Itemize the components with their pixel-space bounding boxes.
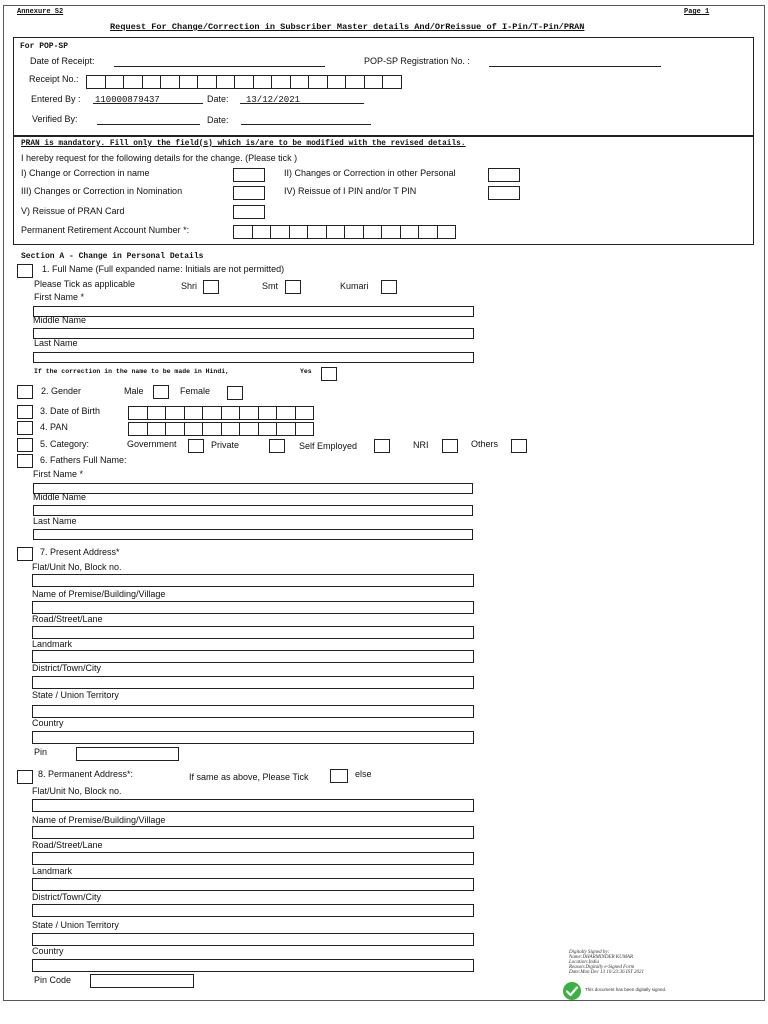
date2-line[interactable]: [241, 124, 371, 125]
father-first-label: First Name *: [33, 469, 84, 479]
option-1-checkbox[interactable]: [233, 168, 265, 182]
pop-sp-heading: For POP-SP: [20, 42, 69, 51]
option-3-label: III) Changes or Correction in Nomination: [21, 186, 183, 196]
present-premise-label: Name of Premise/Building/Village: [32, 589, 166, 599]
option-5-label: V) Reissue of PRAN Card: [21, 206, 125, 216]
page-number: Page 1: [684, 8, 710, 16]
entered-by-label: Entered By :: [31, 94, 81, 104]
permanent-landmark-field[interactable]: [32, 878, 474, 891]
father-middle-field[interactable]: [33, 505, 473, 516]
gender-checkbox[interactable]: [17, 385, 33, 399]
full-name-checkbox[interactable]: [17, 264, 33, 278]
present-state-field[interactable]: [32, 705, 474, 718]
present-district-field[interactable]: [32, 676, 474, 689]
same-as-above-label: If same as above, Please Tick: [189, 772, 309, 782]
full-name-label: 1. Full Name (Full expanded name: Initials are not permitted): [42, 264, 285, 274]
others-checkbox[interactable]: [511, 439, 527, 453]
kumari-checkbox[interactable]: [381, 280, 397, 294]
last-name-field[interactable]: [33, 352, 474, 363]
date2-label: Date:: [207, 115, 229, 125]
hindi-yes-label: Yes: [300, 368, 312, 375]
gender-label: 2. Gender: [41, 386, 82, 396]
female-label: Female: [180, 386, 211, 396]
pran-label: Permanent Retirement Account Number *:: [21, 225, 190, 235]
permanent-premise-field[interactable]: [32, 826, 474, 839]
entered-by-line: [93, 103, 203, 104]
nri-checkbox[interactable]: [442, 439, 458, 453]
date-of-receipt-line[interactable]: [114, 66, 325, 67]
kumari-label: Kumari: [340, 281, 369, 291]
present-country-field[interactable]: [32, 731, 474, 744]
request-intro: I hereby request for the following details for the change. (Please tick ): [21, 153, 298, 163]
hindi-note: If the correction in the name to be made in Hindi,: [34, 368, 230, 375]
permanent-state-label: State / Union Territory: [32, 920, 119, 930]
pran-grid[interactable]: [234, 225, 456, 239]
dob-label: 3. Date of Birth: [40, 406, 101, 416]
date-value: 13/12/2021: [246, 95, 301, 105]
entered-by-value: 110000879437: [95, 95, 160, 105]
page-title: Request For Change/Correction in Subscriber Master details And/OrReissue of I-Pin/T-Pin/PRAN: [110, 22, 585, 32]
receipt-no-grid[interactable]: [87, 75, 402, 89]
hindi-yes-checkbox[interactable]: [321, 367, 337, 381]
signature-line-2: Name:DHARMINDER KUMAR: [569, 955, 634, 960]
signature-verified-note: This document has been digitally signed.: [585, 987, 667, 992]
option-4-label: IV) Reissue of I PIN and/or T PIN: [284, 186, 417, 196]
female-checkbox[interactable]: [227, 386, 243, 400]
else-label: else: [355, 769, 372, 779]
present-road-label: Road/Street/Lane: [32, 614, 103, 624]
father-last-field[interactable]: [33, 529, 473, 540]
male-checkbox[interactable]: [153, 385, 169, 399]
male-label: Male: [124, 386, 144, 396]
date-line: [240, 103, 364, 104]
self-employed-checkbox[interactable]: [374, 439, 390, 453]
shri-checkbox[interactable]: [203, 280, 219, 294]
option-4-checkbox[interactable]: [488, 186, 520, 200]
permanent-pin-field[interactable]: [90, 974, 194, 988]
father-label: 6. Fathers Full Name:: [40, 455, 127, 465]
permanent-landmark-label: Landmark: [32, 866, 73, 876]
receipt-no-label: Receipt No.:: [29, 74, 79, 84]
present-landmark-field[interactable]: [32, 650, 474, 663]
pan-grid[interactable]: [129, 422, 314, 436]
permanent-pin-label: Pin Code: [34, 975, 72, 985]
present-premise-field[interactable]: [32, 601, 474, 614]
annexure-label: Annexure S2: [17, 8, 64, 16]
option-1-label: I) Change or Correction in name: [21, 168, 150, 178]
date-of-receipt-label: Date of Receipt:: [30, 56, 95, 66]
permanent-district-field[interactable]: [32, 904, 474, 917]
verified-by-line[interactable]: [97, 124, 200, 125]
permanent-address-checkbox[interactable]: [17, 770, 33, 784]
option-3-checkbox[interactable]: [233, 186, 265, 200]
section-a-heading: Section A - Change in Personal Details: [21, 252, 204, 261]
permanent-flat-field[interactable]: [32, 799, 474, 812]
present-district-label: District/Town/City: [32, 663, 102, 673]
option-2-checkbox[interactable]: [488, 168, 520, 182]
first-name-field[interactable]: [33, 306, 474, 317]
registration-line[interactable]: [489, 66, 661, 67]
nri-label: NRI: [413, 440, 429, 450]
permanent-country-label: Country: [32, 946, 64, 956]
father-middle-label: Middle Name: [33, 492, 87, 502]
shri-label: Shri: [181, 281, 198, 291]
smt-checkbox[interactable]: [285, 280, 301, 294]
present-flat-field[interactable]: [32, 574, 474, 587]
private-label: Private: [211, 440, 240, 450]
present-address-checkbox[interactable]: [17, 547, 33, 561]
present-landmark-label: Landmark: [32, 639, 73, 649]
present-pin-label: Pin: [34, 747, 48, 757]
first-name-label: First Name *: [34, 292, 85, 302]
permanent-country-field[interactable]: [32, 959, 474, 972]
option-5-checkbox[interactable]: [233, 205, 265, 219]
permanent-district-label: District/Town/City: [32, 892, 102, 902]
signature-line-3: Location:India: [569, 960, 599, 965]
father-first-field[interactable]: [33, 483, 473, 494]
permanent-road-field[interactable]: [32, 852, 474, 865]
present-state-label: State / Union Territory: [32, 690, 119, 700]
category-label: 5. Category:: [40, 439, 90, 449]
others-label: Others: [471, 439, 499, 449]
permanent-road-label: Road/Street/Lane: [32, 840, 103, 850]
smt-label: Smt: [262, 281, 279, 291]
check-icon: [562, 981, 582, 1001]
present-pin-field[interactable]: [76, 747, 179, 761]
last-name-label: Last Name: [34, 338, 78, 348]
pan-label: 4. PAN: [40, 422, 68, 432]
signature-line-1: Digitally Signed by:: [569, 950, 610, 955]
tick-applicable-label: Please Tick as applicable: [34, 279, 136, 289]
present-road-field[interactable]: [32, 626, 474, 639]
permanent-state-field[interactable]: [32, 933, 474, 946]
self-employed-label: Self Employed: [299, 441, 358, 451]
private-checkbox[interactable]: [269, 439, 285, 453]
father-checkbox[interactable]: [17, 454, 33, 468]
registration-label: POP-SP Registration No. :: [364, 56, 470, 66]
signature-line-5: Date:Mon Dec 13 10:23:36 IST 2021: [569, 970, 645, 975]
present-country-label: Country: [32, 718, 64, 728]
dob-grid[interactable]: [129, 406, 314, 420]
middle-name-label: Middle Name: [33, 315, 87, 325]
dob-checkbox[interactable]: [17, 405, 33, 419]
permanent-premise-label: Name of Premise/Building/Village: [32, 815, 166, 825]
option-2-label: II) Changes or Correction in other Personal: [284, 168, 456, 178]
signature-line-4: Reason:Digitally e-Signed Form: [569, 965, 635, 970]
government-label: Government: [127, 439, 177, 449]
present-address-label: 7. Present Address*: [40, 547, 120, 557]
father-last-label: Last Name: [33, 516, 77, 526]
permanent-address-label: 8. Permanent Address*:: [38, 769, 134, 779]
category-checkbox[interactable]: [17, 438, 33, 452]
permanent-flat-label: Flat/Unit No, Block no.: [32, 786, 122, 796]
verified-by-label: Verified By:: [32, 114, 78, 124]
mandatory-note: PRAN is mandatory. Fill only the field(s) which is/are to be modified with the revised details.: [21, 140, 466, 148]
government-checkbox[interactable]: [188, 439, 204, 453]
present-flat-label: Flat/Unit No, Block no.: [32, 562, 122, 572]
middle-name-field[interactable]: [33, 328, 474, 339]
same-as-above-checkbox[interactable]: [330, 769, 348, 783]
pan-checkbox[interactable]: [17, 421, 33, 435]
date-label: Date:: [207, 94, 229, 104]
